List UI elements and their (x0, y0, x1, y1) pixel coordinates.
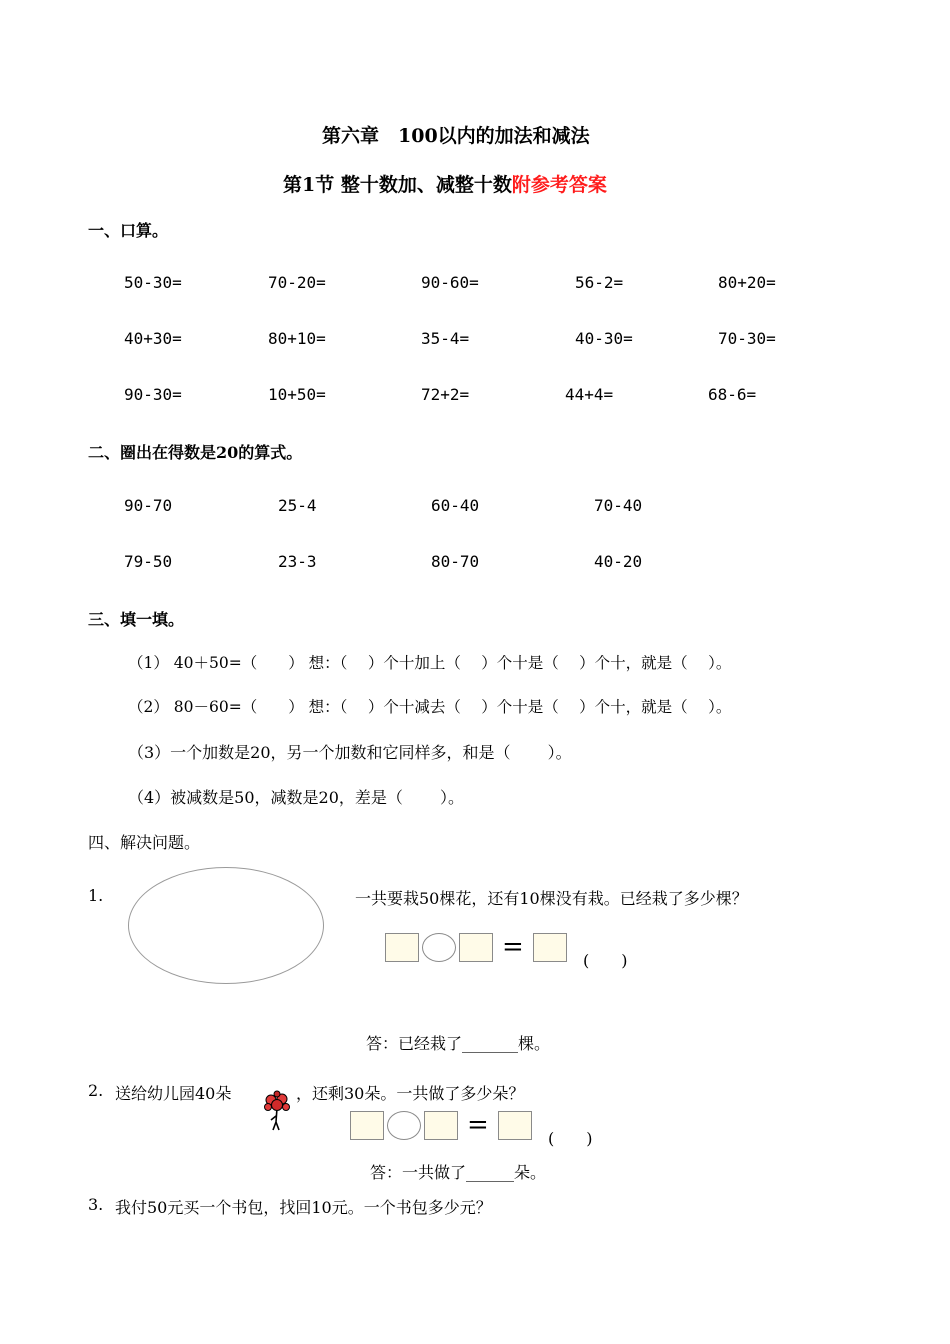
q1-number: 1. (88, 886, 104, 905)
q2-text-before: 送给幼儿园40朵 (115, 1084, 232, 1103)
answer-box[interactable] (424, 1111, 458, 1140)
flower-icon (262, 1090, 292, 1136)
unit-blank[interactable]: ( ) (548, 1129, 593, 1148)
q3-number: 3. (88, 1195, 104, 1214)
section-name: 第1节 整十数加、减整十数 (283, 174, 512, 196)
answer-tag: 附参考答案 (511, 174, 607, 196)
q3-text: 我付50元买一个书包，找回10元。一个书包多少元？ (115, 1198, 492, 1217)
answer-box[interactable] (385, 933, 419, 962)
calc-item: 56-2= (575, 273, 624, 292)
expr-item: 25-4 (278, 496, 317, 515)
q1-text: 一共要栽50棵花，还有10棵没有栽。已经栽了多少棵？ (355, 889, 748, 908)
calc-item: 44+4= (565, 385, 614, 404)
answer-box[interactable] (350, 1111, 384, 1140)
q2-number: 2. (88, 1081, 104, 1100)
expr-item: 40-20 (594, 552, 643, 571)
expr-item: 70-40 (594, 496, 643, 515)
fill-item-2: （2） 80－60=（ ） 想：（ ）个十减去（ ）个十是（ ）个十，就是（ ）。 (128, 698, 732, 716)
calc-item: 68-6= (708, 385, 757, 404)
part2-heading: 二、圈出在得数是20的算式。 (88, 443, 303, 462)
expr-item: 23-3 (278, 552, 317, 571)
calc-item: 80+20= (718, 273, 776, 292)
expr-item: 80-70 (431, 552, 480, 571)
calc-item: 72+2= (421, 385, 470, 404)
chapter-title: 第六章 100以内的加法和减法 (322, 125, 590, 147)
calc-item: 80+10= (268, 329, 326, 348)
calc-item: 90-60= (421, 273, 479, 292)
answer-box[interactable] (533, 933, 567, 962)
q2-answer: 答：一共做了______朵。 (370, 1163, 547, 1182)
fill-item-1: （1） 40＋50=（ ） 想：（ ）个十加上（ ）个十是（ ）个十，就是（ ）。 (128, 654, 732, 672)
calc-item: 90-30= (124, 385, 182, 404)
operator-circle[interactable] (387, 1111, 421, 1140)
calc-item: 10+50= (268, 385, 326, 404)
calc-item: 70-20= (268, 273, 326, 292)
part4-heading: 四、解决问题。 (88, 833, 201, 852)
expr-item: 60-40 (431, 496, 480, 515)
answer-box[interactable] (498, 1111, 532, 1140)
fill-item-4: （4）被减数是50，减数是20，差是（ ）。 (128, 788, 464, 807)
part1-heading: 一、口算。 (88, 221, 169, 240)
calc-item: 40+30= (124, 329, 182, 348)
expr-item: 79-50 (124, 552, 173, 571)
answer-box[interactable] (459, 933, 493, 962)
calc-item: 40-30= (575, 329, 633, 348)
unit-blank[interactable]: ( ) (583, 951, 628, 970)
part3-heading: 三、填一填。 (88, 610, 185, 629)
equals-sign: = (502, 932, 524, 962)
section-title (283, 170, 607, 197)
picture-oval (128, 867, 324, 984)
q2-text-after: ，还剩30朵。一共做了多少朵？ (296, 1084, 525, 1103)
fill-item-3: （3）一个加数是20，另一个加数和它同样多，和是（ ）。 (128, 743, 572, 762)
calc-item: 70-30= (718, 329, 776, 348)
equals-sign: = (467, 1110, 489, 1140)
q1-answer: 答：已经栽了_______棵。 (366, 1034, 551, 1053)
operator-circle[interactable] (422, 933, 456, 962)
calc-item: 50-30= (124, 273, 182, 292)
calc-item: 35-4= (421, 329, 470, 348)
expr-item: 90-70 (124, 496, 173, 515)
